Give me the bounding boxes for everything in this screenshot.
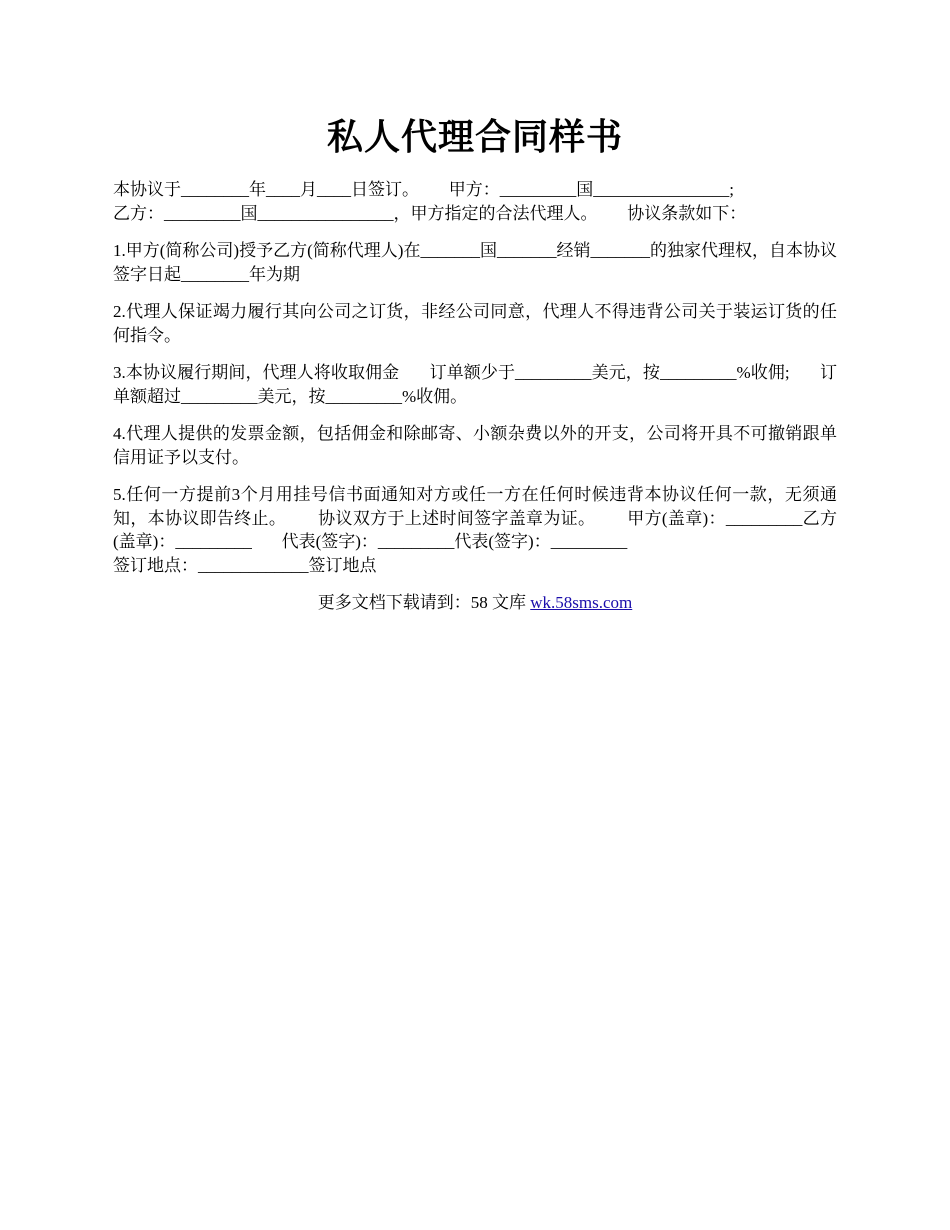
clause-5-and-signatures: 5.任何一方提前3个月用挂号信书面通知对方或任一方在任何时候违背本协议任何一款，无须通知，本协议即告终止。 协议双方于上述时间签字盖章为证。 甲方(盖章)：_________乙方(盖章)：_________ 代表(签字)：_________代表(签字)：_________ 签订地点：_____________签订地点	[113, 485, 837, 575]
footer-prefix: 更多文档下载请到：58 文库	[317, 593, 531, 612]
footer-link[interactable]: wk.58sms.com	[530, 593, 633, 612]
clause-4: 4.代理人提供的发票金额，包括佣金和除邮寄、小额杂费以外的开支，公司将开具不可撤销跟单信用证予以支付。	[113, 424, 837, 467]
document-title: 私人代理合同样书	[326, 116, 623, 158]
intro-paragraph: 本协议于________年____月____日签订。 甲方：_________国________________; 乙方：_________国________________，甲方指定的合法代理人。 协议条款如下：	[113, 180, 747, 223]
clause-2: 2.代理人保证竭力履行其向公司之订货，非经公司同意，代理人不得违背公司关于装运订货的任何指令。	[113, 302, 837, 345]
clause-1: 1.甲方(简称公司)授予乙方(简称代理人)在_______国_______经销_______的独家代理权，自本协议签字日起________年为期	[113, 241, 837, 284]
footer-download-note	[113, 591, 837, 615]
clause-3: 3.本协议履行期间，代理人将收取佣金 订单额少于_________美元，按_________%收佣; 订单额超过_________美元，按_________%收佣。	[113, 363, 837, 406]
contract-page	[113, 112, 837, 615]
